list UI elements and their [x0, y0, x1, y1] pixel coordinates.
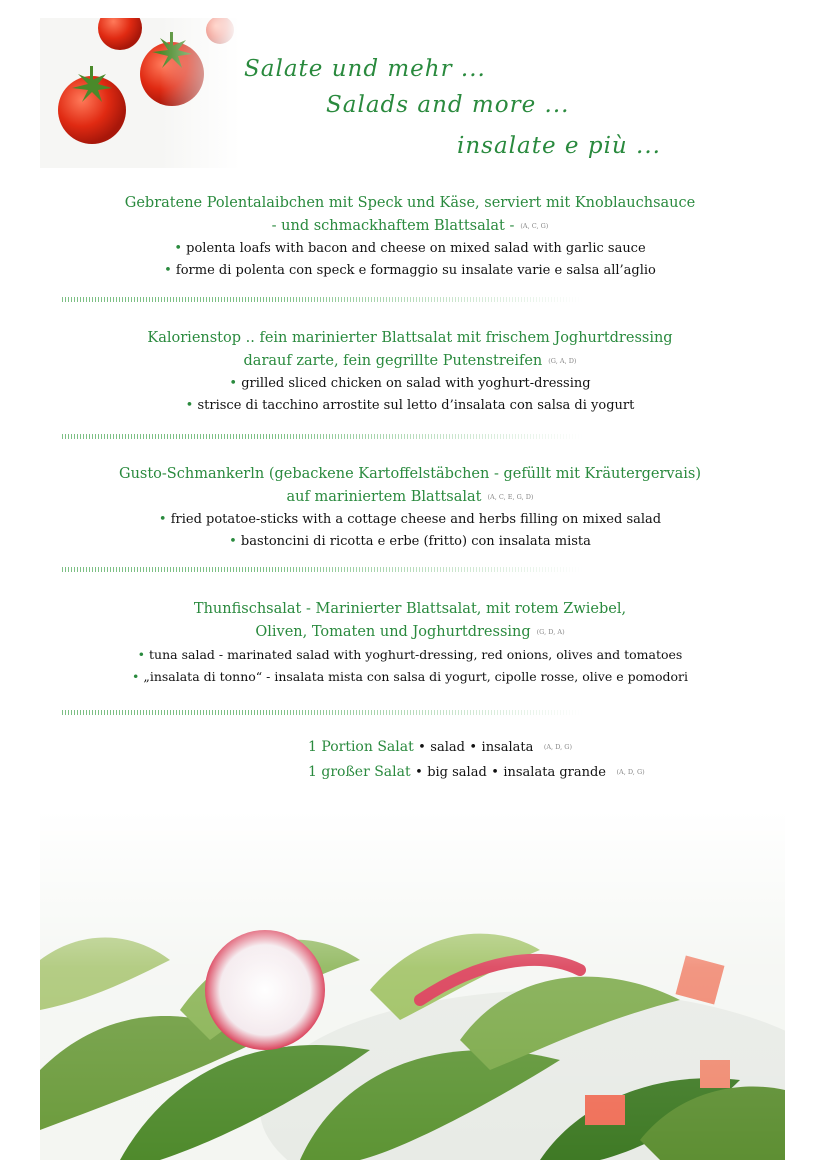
- item-title: Gusto-Schmankerln (gebackene Kartoffelstäbchen - gefüllt mit Kräutergervais): [118, 466, 702, 482]
- allergen-codes: (A, D, G): [616, 768, 645, 776]
- allergen-codes: (A, C, E, G, D): [487, 493, 534, 501]
- divider: [62, 297, 582, 302]
- item-italian: • „insalata di tonno“ - insalata mista con salsa di yogurt, cipolle rosse, olive e pomodori: [131, 669, 688, 684]
- item-english: • fried potatoe-sticks with a cottage cheese and herbs filling on mixed salad: [158, 512, 662, 527]
- item-english: • grilled sliced chicken on salad with yoghurt-dressing: [229, 376, 591, 391]
- menu-item: [0, 327, 820, 417]
- item-title: Thunfischsalat - Marinierter Blattsalat, mit rotem Zwiebel,: [193, 601, 627, 617]
- allergen-codes: (A, C, G): [520, 222, 549, 230]
- allergen-codes: (A, D, G): [543, 743, 573, 751]
- item-title-cont: - und schmackhaftem Blattsalat - (A, C, G): [271, 218, 549, 234]
- heading-german: Salate und mehr ...: [244, 56, 486, 82]
- menu-item: [0, 598, 820, 688]
- divider: [62, 710, 582, 715]
- salad-image: [40, 810, 785, 1160]
- side-salad-large: 1 großer Salat • big salad • insalata grande (A, D, G): [308, 764, 645, 780]
- side-salads: [308, 735, 645, 785]
- item-title-cont: auf mariniertem Blattsalat (A, C, E, G, D): [286, 489, 534, 505]
- divider: [62, 434, 582, 439]
- item-title: Kalorienstop .. fein marinierter Blattsalat mit frischem Joghurtdressing: [147, 330, 673, 346]
- item-italian: • bastoncini di ricotta e erbe (fritto) con insalata mista: [229, 534, 591, 549]
- tomatoes-image: [40, 18, 240, 168]
- menu-item: [0, 463, 820, 553]
- allergen-codes: (G, A, D): [548, 357, 577, 365]
- item-italian: • forme di polenta con speck e formaggio su insalate varie e salsa all’aglio: [164, 263, 656, 278]
- heading-italian: insalate e più ...: [457, 133, 661, 159]
- allergen-codes: (G, D, A): [536, 628, 565, 636]
- item-title-cont: Oliven, Tomaten und Joghurtdressing (G, D, A): [255, 624, 565, 640]
- item-title: Gebratene Polentalaibchen mit Speck und Käse, serviert mit Knoblauchsauce: [124, 195, 696, 211]
- item-english: • tuna salad - marinated salad with yoghurt-dressing, red onions, olives and tomatoes: [137, 647, 683, 662]
- item-title-cont: darauf zarte, fein gegrillte Putenstreifen (G, A, D): [243, 353, 577, 369]
- item-italian: • strisce di tacchino arrostite sul letto d’insalata con salsa di yogurt: [185, 398, 635, 413]
- menu-item: [0, 192, 820, 282]
- side-salad-small: 1 Portion Salat • salad • insalata (A, D, G): [308, 739, 573, 755]
- heading-english: Salads and more ...: [326, 92, 570, 118]
- item-english: • polenta loafs with bacon and cheese on mixed salad with garlic sauce: [174, 241, 646, 256]
- divider: [62, 567, 582, 572]
